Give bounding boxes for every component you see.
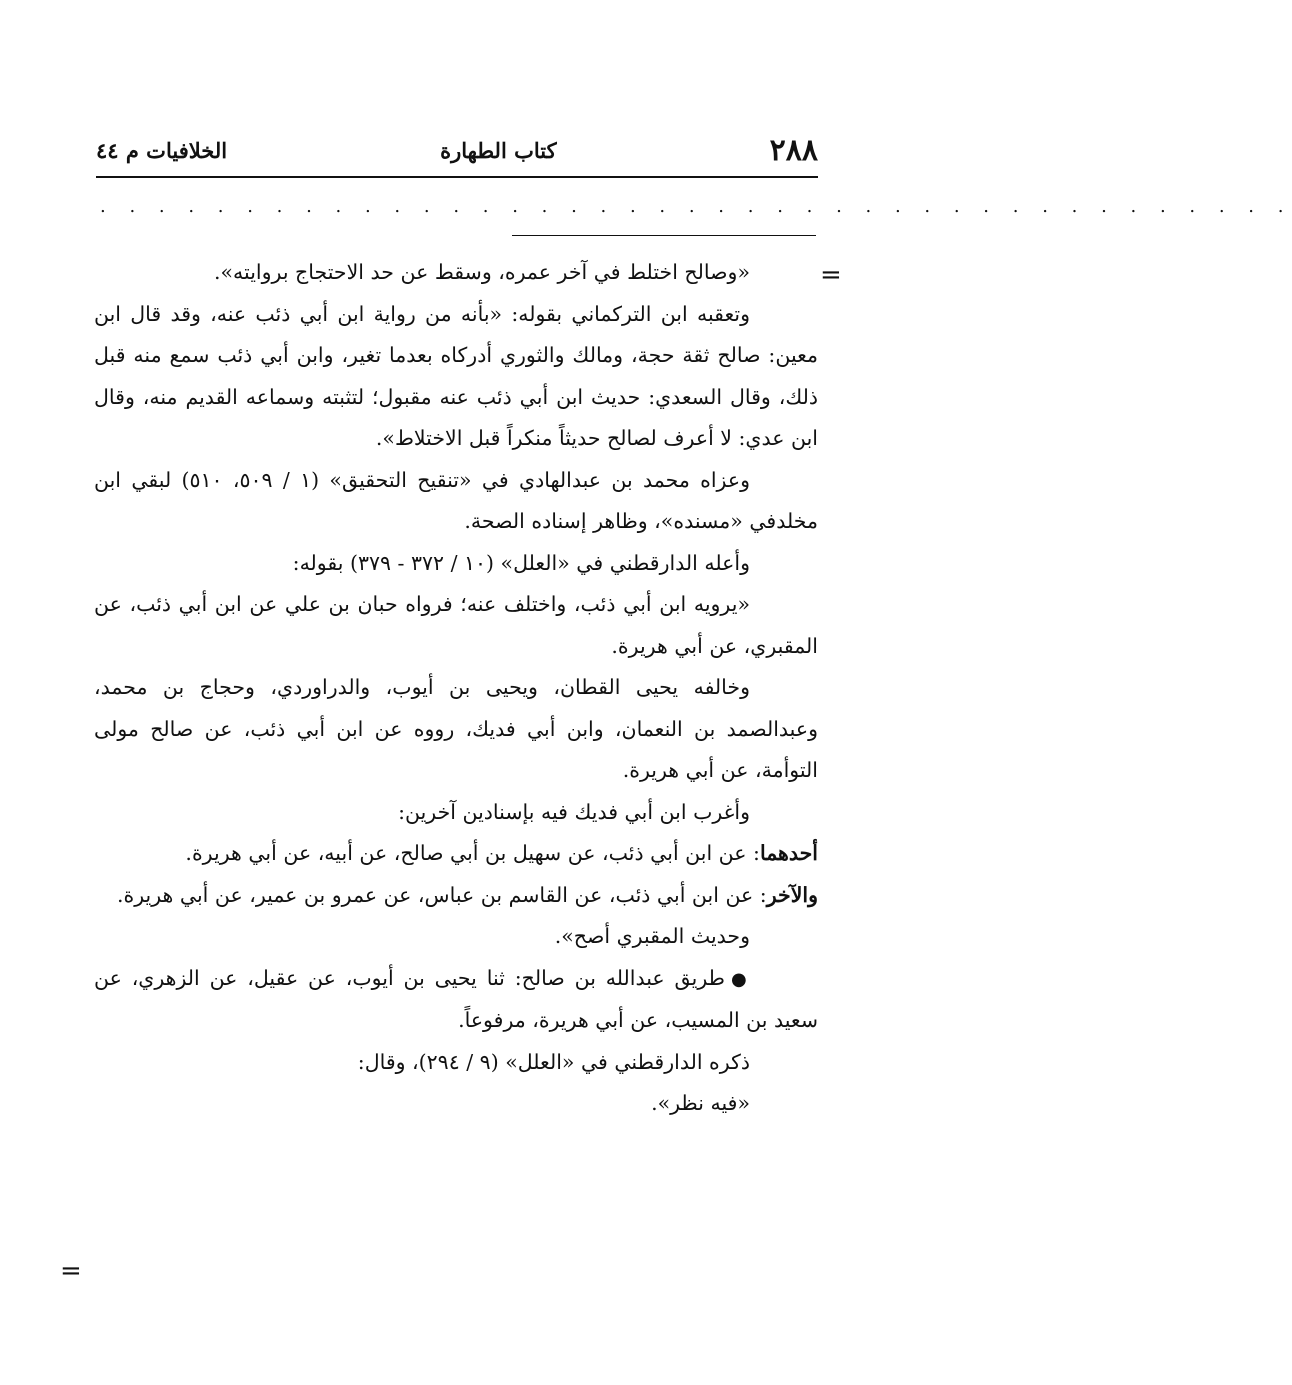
paragraph-text: : عن ابن أبي ذئب، عن سهيل بن أبي صالح، عن أبيه، عن أبي هريرة. (185, 841, 760, 865)
paragraph: «وصالح اختلط في آخر عمره، وسقط عن حد الاحتجاج بروايته». (213, 260, 750, 284)
continuation-marker-top: = (820, 260, 842, 290)
continuation-marker-bottom: = (60, 1256, 82, 1286)
paragraph: وعزاه محمد بن عبدالهادي في «تنقيح التحقيق» (١ / ٥٠٩، ٥١٠) لبقي ابن مخلدفي «مسنده»، وظاهر إسناده الصحة. (94, 467, 818, 533)
paragraph-text: : عن ابن أبي ذئب، عن القاسم بن عباس، عن عمرو بن عمير، عن أبي هريرة. (116, 882, 767, 907)
dotted-separator: . . . . . . . . . . . . . . . . . . . . . . . . . . . . . . . . . . . . . . . . . (100, 196, 1292, 217)
paragraph: وأعله الدارقطني في «العلل» (١٠ / ٣٧٢ - ٣٧٩) بقوله: (292, 550, 750, 575)
section-reference: الخلافيات م ٤٤ (96, 137, 228, 163)
paragraph: «فيه نظر». (651, 1091, 750, 1115)
chapter-title: كتاب الطهارة (440, 137, 557, 163)
paragraph-label: والآخر (766, 882, 818, 907)
paragraph: وأغرب ابن أبي فديك فيه بإسنادين آخرين: (398, 799, 750, 824)
paragraph: وحديث المقبري أصح». (554, 924, 750, 948)
paragraph: وتعقبه ابن التركماني بقوله: «بأنه من رواية ابن أبي ذئب عنه، وقد قال ابن معين: صالح ثقة حجة، ومالك والثوري أدركاه بعدما تغير، وابن أبي ذئب سمع منه قبل ذلك، وقال السعدي: حديث ابن أبي ذئب عنه مقبول؛ لتثبته وسماعه القديم منه، وقال ابن عدي: لا أعرف لصالح حديثاً منكراً قبل الاختلاط». (94, 301, 818, 450)
paragraph: ذكره الدارقطني في «العلل» (٩ / ٢٩٤)، وقال: (357, 1049, 750, 1074)
paragraph: «يرويه ابن أبي ذئب، واختلف عنه؛ فرواه حبان بن علي عن ابن أبي ذئب، عن المقبري، عن أبي هريرة. (94, 592, 818, 658)
page-number: ٢٨٨ (769, 132, 818, 168)
bullet-icon: ● (730, 968, 750, 990)
paragraph-text: طريق عبدالله بن صالح: ثنا يحيى بن أيوب، عن عقيل، عن الزهري، عن سعيد بن المسيب، عن أبي هريرة، مرفوعاً. (94, 965, 818, 1032)
body-text (94, 252, 818, 1125)
paragraph-label: أحدهما (759, 841, 818, 865)
footnote-rule (512, 235, 816, 236)
paragraph (94, 875, 818, 917)
paragraph (94, 833, 818, 875)
paragraph (94, 958, 818, 1042)
header-rule (96, 176, 818, 178)
page-header (96, 128, 818, 172)
paragraph: وخالفه يحيى القطان، ويحيى بن أيوب، والدراوردي، وحجاج بن محمد، وعبدالصمد بن النعمان، وابن أبي فديك، رووه عن ابن أبي ذئب، عن صالح مولى التوأمة، عن أبي هريرة. (94, 675, 818, 782)
